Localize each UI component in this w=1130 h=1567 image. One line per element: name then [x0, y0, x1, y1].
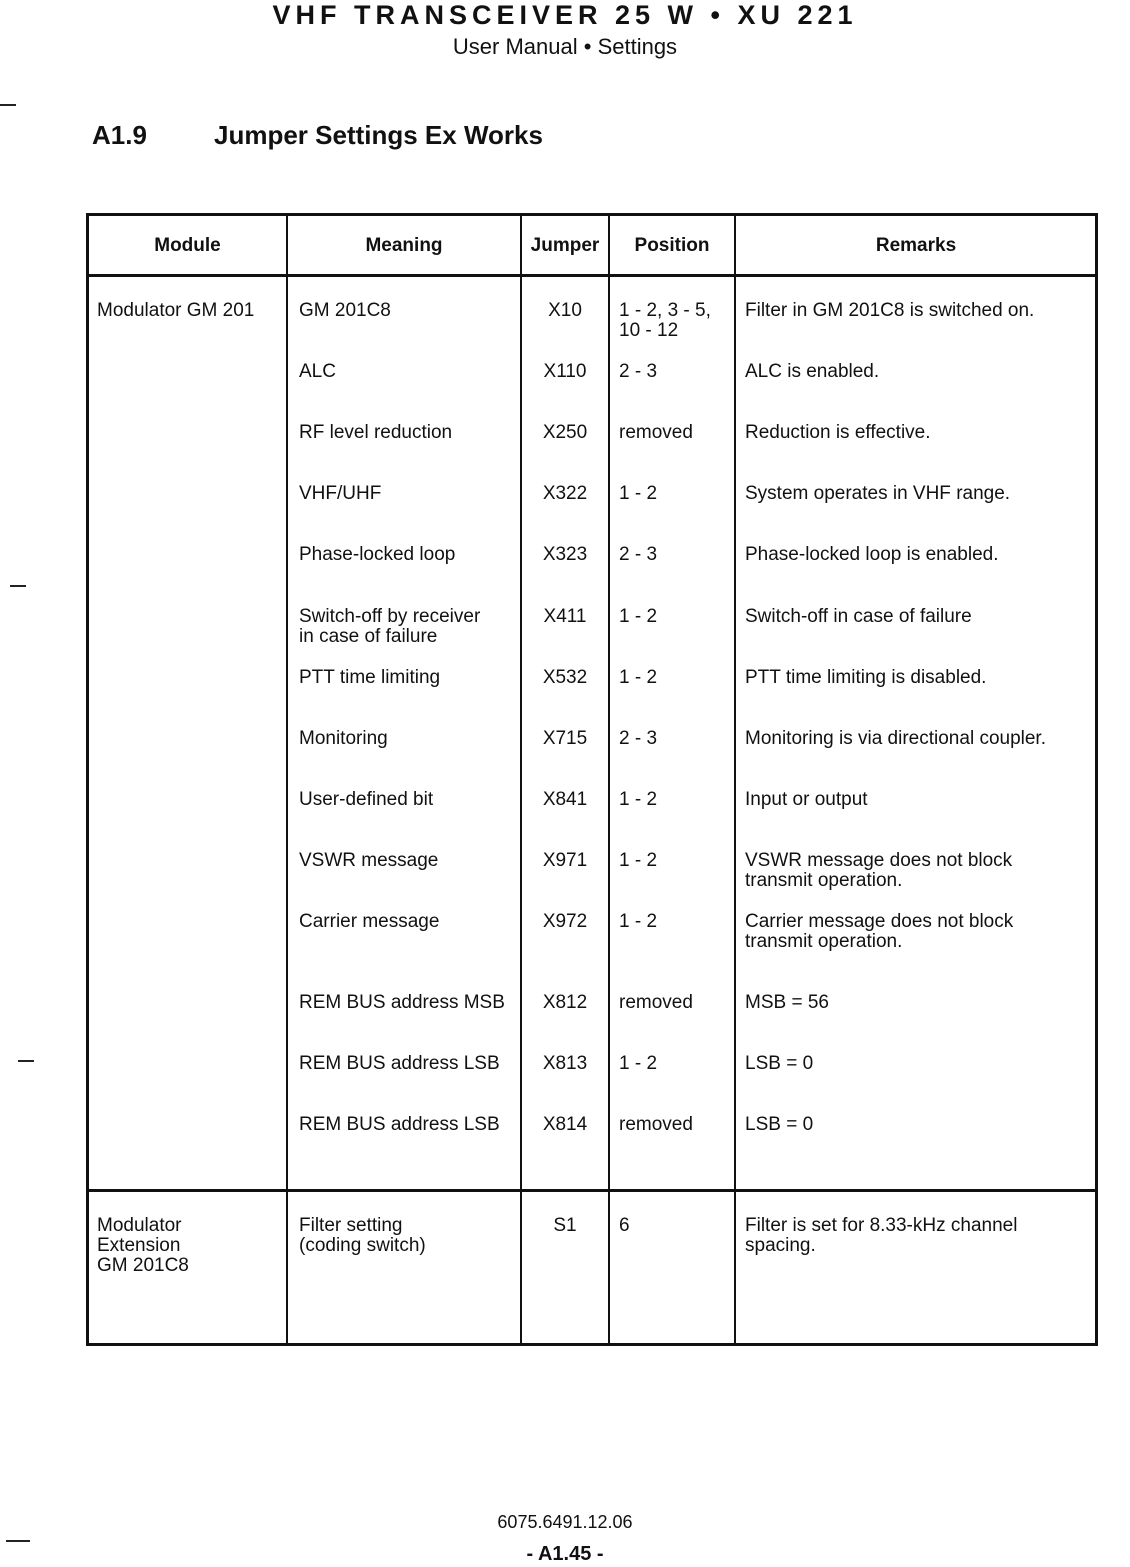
position-cell: 2 - 3: [619, 728, 658, 749]
jumper-cell: X841: [542, 789, 588, 810]
remarks-cell: System operates in VHF range.: [745, 483, 1011, 504]
meaning-cell: REM BUS address MSB: [299, 992, 505, 1013]
meaning-cell: PTT time limiting: [299, 667, 441, 688]
remarks-cell: LSB = 0: [745, 1053, 814, 1074]
scan-margin-mark: [6, 1540, 30, 1542]
remarks-cell: Reduction is effective.: [745, 422, 931, 443]
jumper-cell: X972: [542, 911, 588, 932]
section-number: A1.9: [92, 120, 147, 150]
jumper-cell: X715: [542, 728, 588, 749]
group-divider: [89, 1189, 1095, 1192]
column-header-position: Position: [634, 235, 710, 256]
column-divider: [734, 216, 736, 1343]
position-cell: 2 - 3: [619, 544, 658, 565]
footer-doc-code: 6075.6491.12.06: [497, 1512, 633, 1532]
column-divider: [608, 216, 610, 1343]
position-cell: 2 - 3: [619, 361, 658, 382]
meaning-cell: Switch-off by receiver in case of failure: [299, 606, 481, 647]
page-header-subtitle: User Manual • Settings: [452, 34, 678, 59]
position-cell: removed: [619, 992, 693, 1013]
meaning-cell: RF level reduction: [299, 422, 453, 443]
position-cell: 1 - 2: [619, 667, 658, 688]
meaning-cell: Filter setting (coding switch): [299, 1215, 426, 1256]
meaning-cell: Monitoring: [299, 728, 388, 749]
jumper-cell: X814: [542, 1114, 588, 1135]
module-cell: Modulator Extension GM 201C8: [97, 1215, 189, 1276]
meaning-cell: REM BUS address LSB: [299, 1053, 500, 1074]
meaning-cell: VSWR message: [299, 850, 439, 871]
meaning-cell: Carrier message: [299, 911, 440, 932]
remarks-cell: LSB = 0: [745, 1114, 814, 1135]
remarks-cell: MSB = 56: [745, 992, 829, 1013]
position-cell: removed: [619, 422, 693, 443]
meaning-cell: Phase-locked loop: [299, 544, 456, 565]
remarks-cell: Phase-locked loop is enabled.: [745, 544, 999, 565]
jumper-cell: X812: [542, 992, 588, 1013]
position-cell: 6: [619, 1215, 630, 1236]
remarks-cell: VSWR message does not block transmit operation.: [745, 850, 1013, 891]
position-cell: 1 - 2: [619, 911, 658, 932]
jumper-cell: X110: [543, 361, 587, 382]
page-header-title: VHF TRANSCEIVER 25 W • XU 221: [272, 0, 858, 30]
jumper-cell: X323: [542, 544, 588, 565]
jumper-cell: X250: [542, 422, 588, 443]
scan-margin-mark: [18, 1060, 34, 1062]
jumper-cell: S1: [553, 1215, 577, 1236]
meaning-cell: User-defined bit: [299, 789, 434, 810]
remarks-cell: Monitoring is via directional coupler.: [745, 728, 1046, 749]
position-cell: removed: [619, 1114, 693, 1135]
remarks-cell: Input or output: [745, 789, 868, 810]
column-header-meaning: Meaning: [365, 235, 443, 256]
remarks-cell: ALC is enabled.: [745, 361, 880, 382]
section-title: Jumper Settings Ex Works: [214, 120, 543, 150]
meaning-cell: REM BUS address LSB: [299, 1114, 500, 1135]
position-cell: 1 - 2: [619, 1053, 658, 1074]
column-divider: [286, 216, 288, 1343]
column-header-jumper: Jumper: [530, 235, 600, 256]
jumper-cell: X971: [542, 850, 588, 871]
column-header-module: Module: [154, 235, 221, 256]
remarks-cell: Switch-off in case of failure: [745, 606, 972, 627]
scan-margin-mark: [0, 104, 16, 106]
remarks-cell: PTT time limiting is disabled.: [745, 667, 987, 688]
jumper-cell: X813: [542, 1053, 588, 1074]
position-cell: 1 - 2: [619, 606, 658, 627]
remarks-cell: Carrier message does not block transmit operation.: [745, 911, 1014, 952]
remarks-cell: Filter is set for 8.33-kHz channel spacing.: [745, 1215, 1018, 1256]
jumper-cell: X532: [542, 667, 588, 688]
meaning-cell: ALC: [299, 361, 336, 382]
jumper-cell: X10: [548, 300, 582, 321]
module-cell: Modulator GM 201: [97, 300, 255, 321]
position-cell: 1 - 2: [619, 850, 658, 871]
position-cell: 1 - 2: [619, 483, 658, 504]
position-cell: 1 - 2: [619, 789, 658, 810]
column-divider: [520, 216, 522, 1343]
remarks-cell: Filter in GM 201C8 is switched on.: [745, 300, 1035, 321]
footer-page-number: - A1.45 -: [526, 1543, 604, 1565]
jumper-cell: X322: [542, 483, 588, 504]
jumper-cell: X411: [543, 606, 587, 627]
scan-margin-mark: [10, 585, 26, 587]
position-cell: 1 - 2, 3 - 5, 10 - 12: [619, 300, 711, 341]
jumper-settings-table: [86, 213, 1098, 1346]
meaning-cell: GM 201C8: [299, 300, 391, 321]
meaning-cell: VHF/UHF: [299, 483, 382, 504]
column-header-remarks: Remarks: [875, 235, 957, 256]
